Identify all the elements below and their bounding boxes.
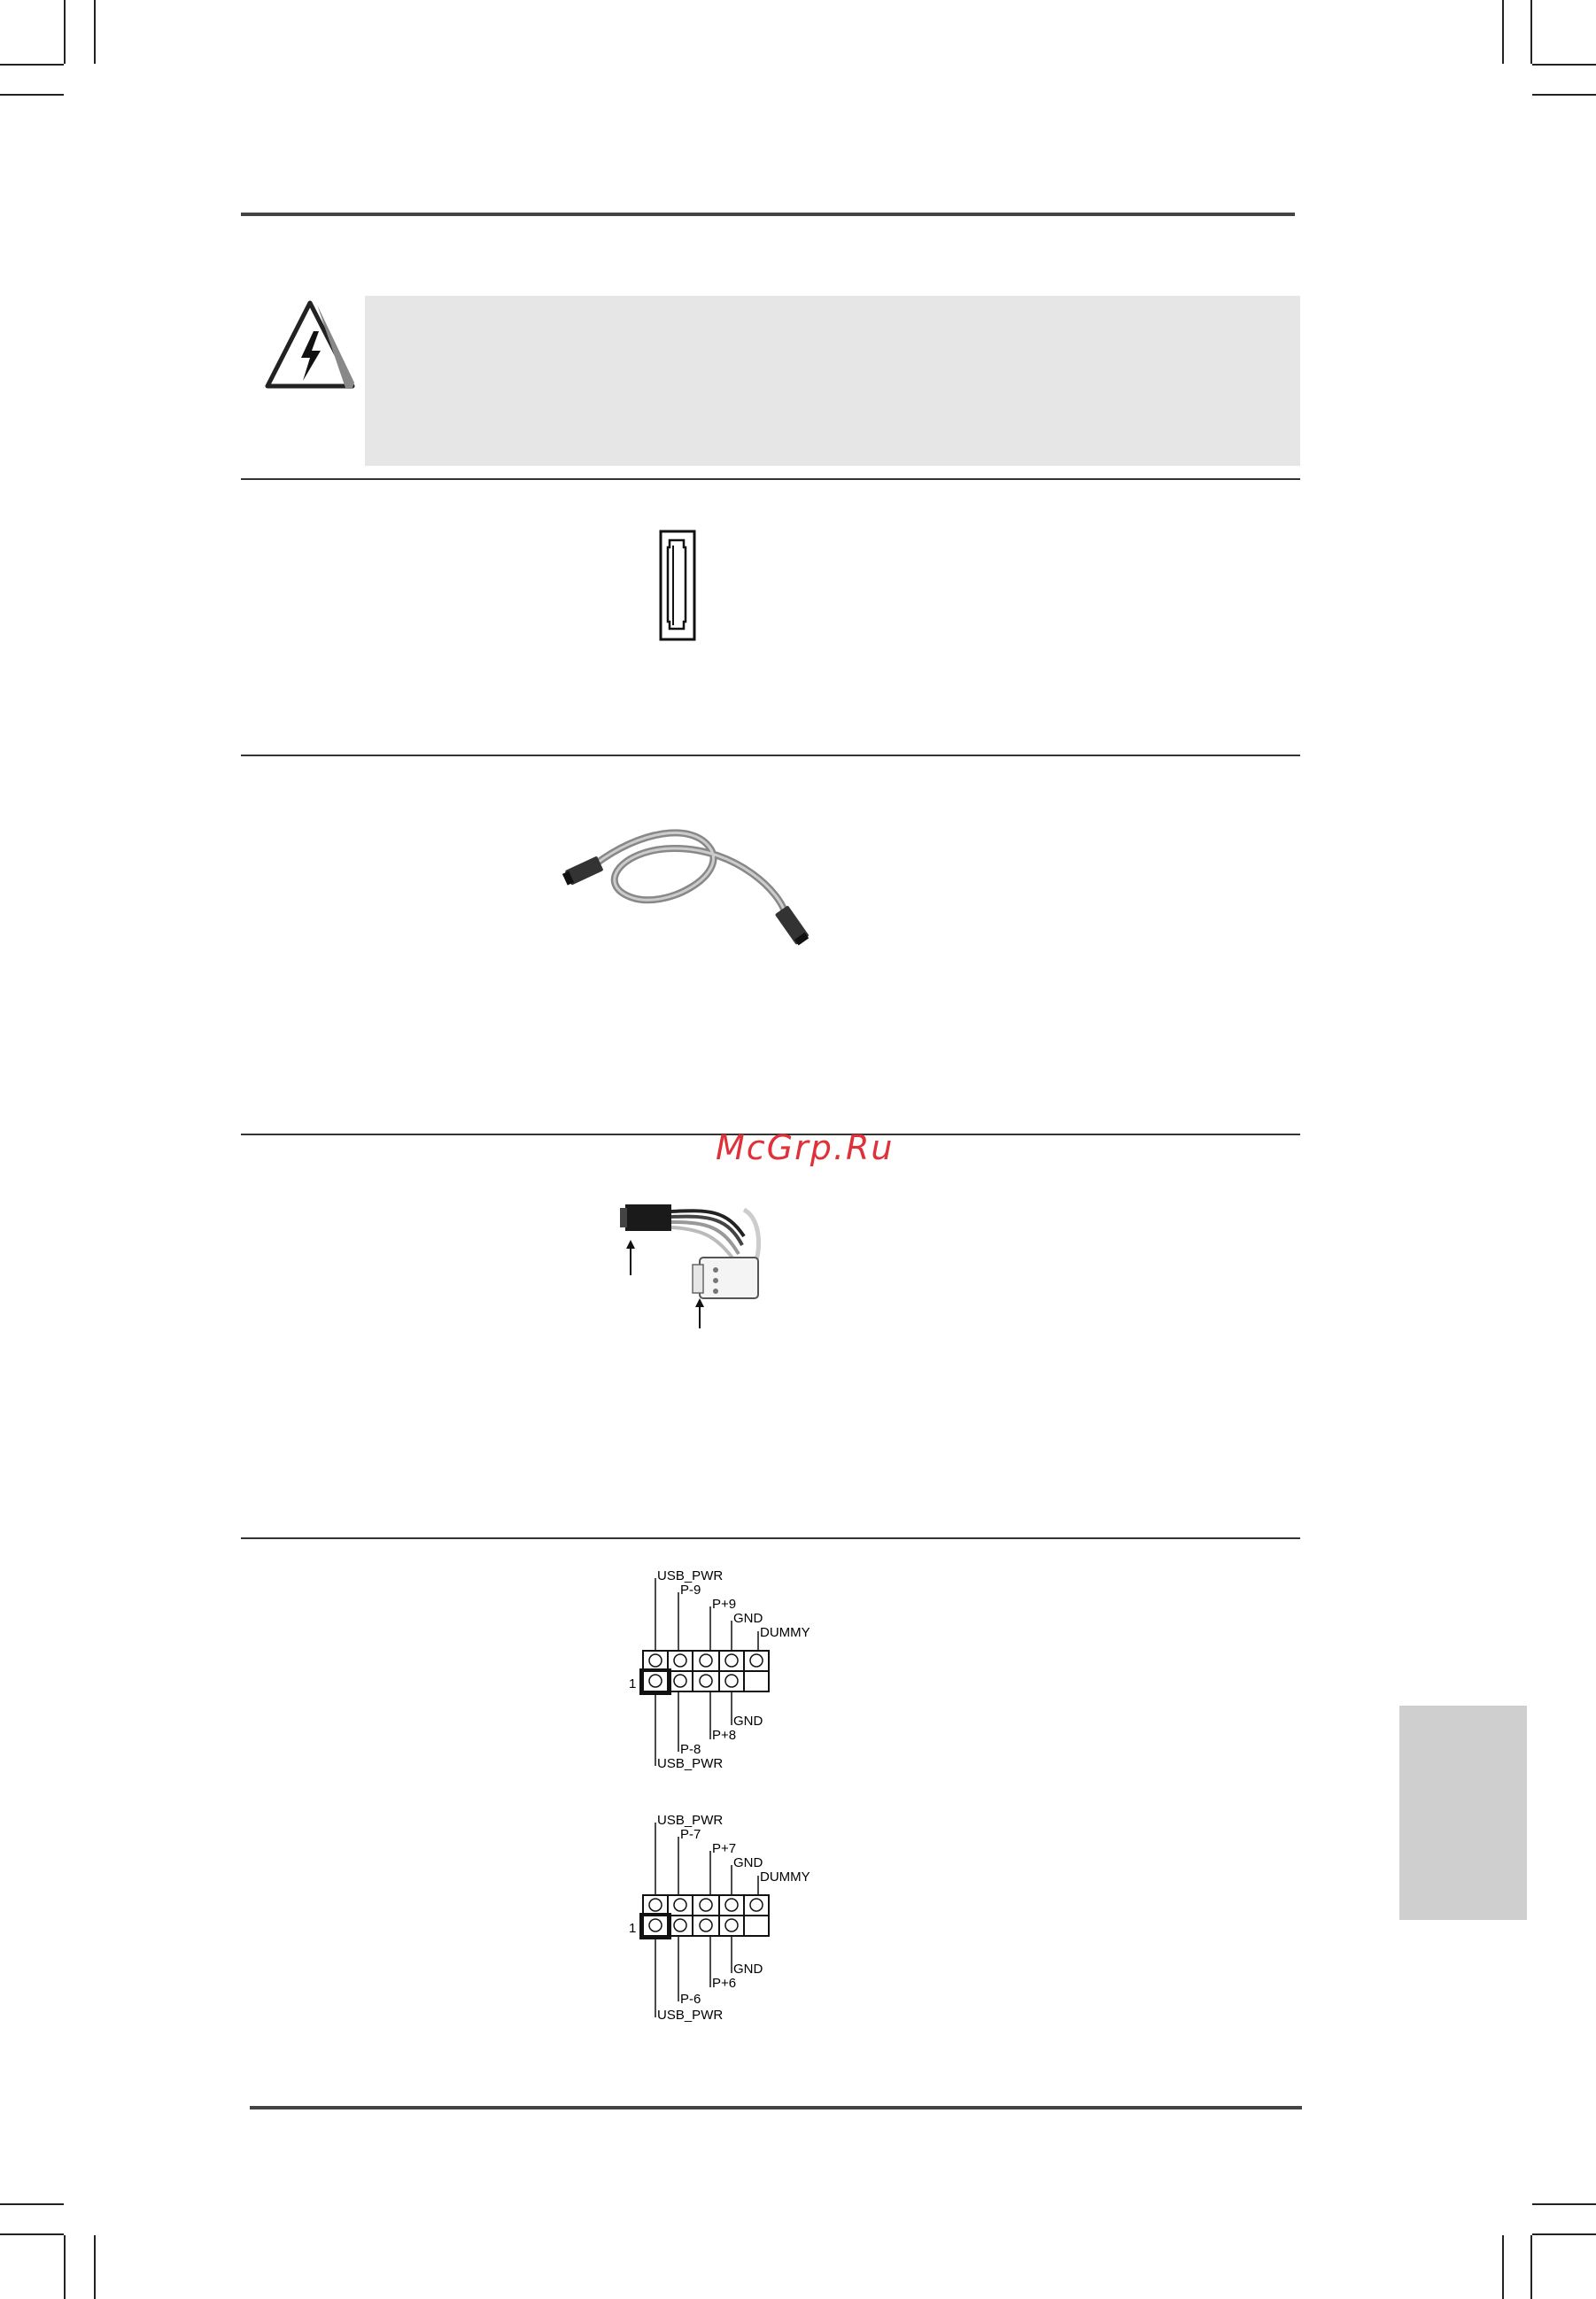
crop-mark-tl-v [64, 0, 66, 64]
crop-mark-tl-h [0, 64, 64, 66]
section-rule-4 [241, 1537, 1300, 1539]
usb-header-diagram-2 [620, 1810, 833, 2032]
usb1-label-p-plus-top: P+9 [712, 1597, 737, 1612]
crop-mark-br-v2 [1530, 2235, 1532, 2299]
sata-cable-image [560, 813, 825, 955]
crop-mark-tr-v [1502, 0, 1504, 64]
crop-mark-tr-h [1532, 64, 1596, 66]
crop-mark-bl-h [0, 2203, 64, 2205]
usb1-label-usb-pwr-top: USB_PWR [657, 1568, 724, 1583]
crop-mark-tr-h2 [1532, 94, 1596, 96]
footer-rule [250, 2106, 1302, 2109]
usb1-label-p-minus-top: P-9 [680, 1583, 701, 1598]
warning-icon [264, 299, 356, 391]
sata-power-cable-image [611, 1183, 806, 1334]
side-language-tab [1399, 1706, 1527, 1920]
usb1-label-gnd-top: GND [733, 1611, 763, 1626]
warning-note-box [365, 296, 1300, 466]
usb2-label-p-plus-top: P+7 [712, 1841, 737, 1856]
usb1-label-p-plus-bottom: P+8 [712, 1728, 737, 1743]
crop-mark-bl-h2 [0, 2233, 64, 2235]
usb2-label-p-minus-bottom: P-6 [680, 1992, 701, 2007]
crop-mark-bl-v2 [94, 2235, 96, 2299]
section-rule-2 [241, 755, 1300, 756]
usb1-label-usb-pwr-bottom: USB_PWR [657, 1756, 724, 1771]
crop-mark-br-v [1502, 2235, 1504, 2299]
usb1-label-gnd-bottom: GND [733, 1714, 763, 1729]
usb2-label-usb-pwr-top: USB_PWR [657, 1813, 724, 1828]
crop-mark-tl-v2 [94, 0, 96, 64]
usb2-label-p-plus-bottom: P+6 [712, 1976, 737, 1991]
usb1-label-p-minus-bottom: P-8 [680, 1742, 701, 1757]
crop-mark-br-h2 [1532, 2233, 1596, 2235]
crop-mark-bl-v [64, 2235, 66, 2299]
usb2-label-dummy: DUMMY [760, 1869, 810, 1885]
crop-mark-tl-h2 [0, 94, 64, 96]
sata-connector-icon [659, 530, 696, 641]
usb1-pin1-label: 1 [629, 1676, 637, 1691]
crop-mark-br-h [1532, 2203, 1596, 2205]
usb2-pin1-label: 1 [629, 1921, 637, 1936]
crop-mark-tr-v2 [1530, 0, 1532, 64]
usb2-label-gnd-top: GND [733, 1855, 763, 1870]
usb2-label-gnd-bottom: GND [733, 1962, 763, 1977]
section-rule-1 [241, 478, 1300, 480]
usb-header-diagram-1 [620, 1566, 833, 1780]
usb2-label-usb-pwr-bottom: USB_PWR [657, 2008, 724, 2023]
header-rule [241, 213, 1295, 216]
watermark: McGrp.Ru [716, 1128, 895, 1167]
usb1-label-dummy: DUMMY [760, 1625, 810, 1640]
usb2-label-p-minus-top: P-7 [680, 1827, 701, 1842]
